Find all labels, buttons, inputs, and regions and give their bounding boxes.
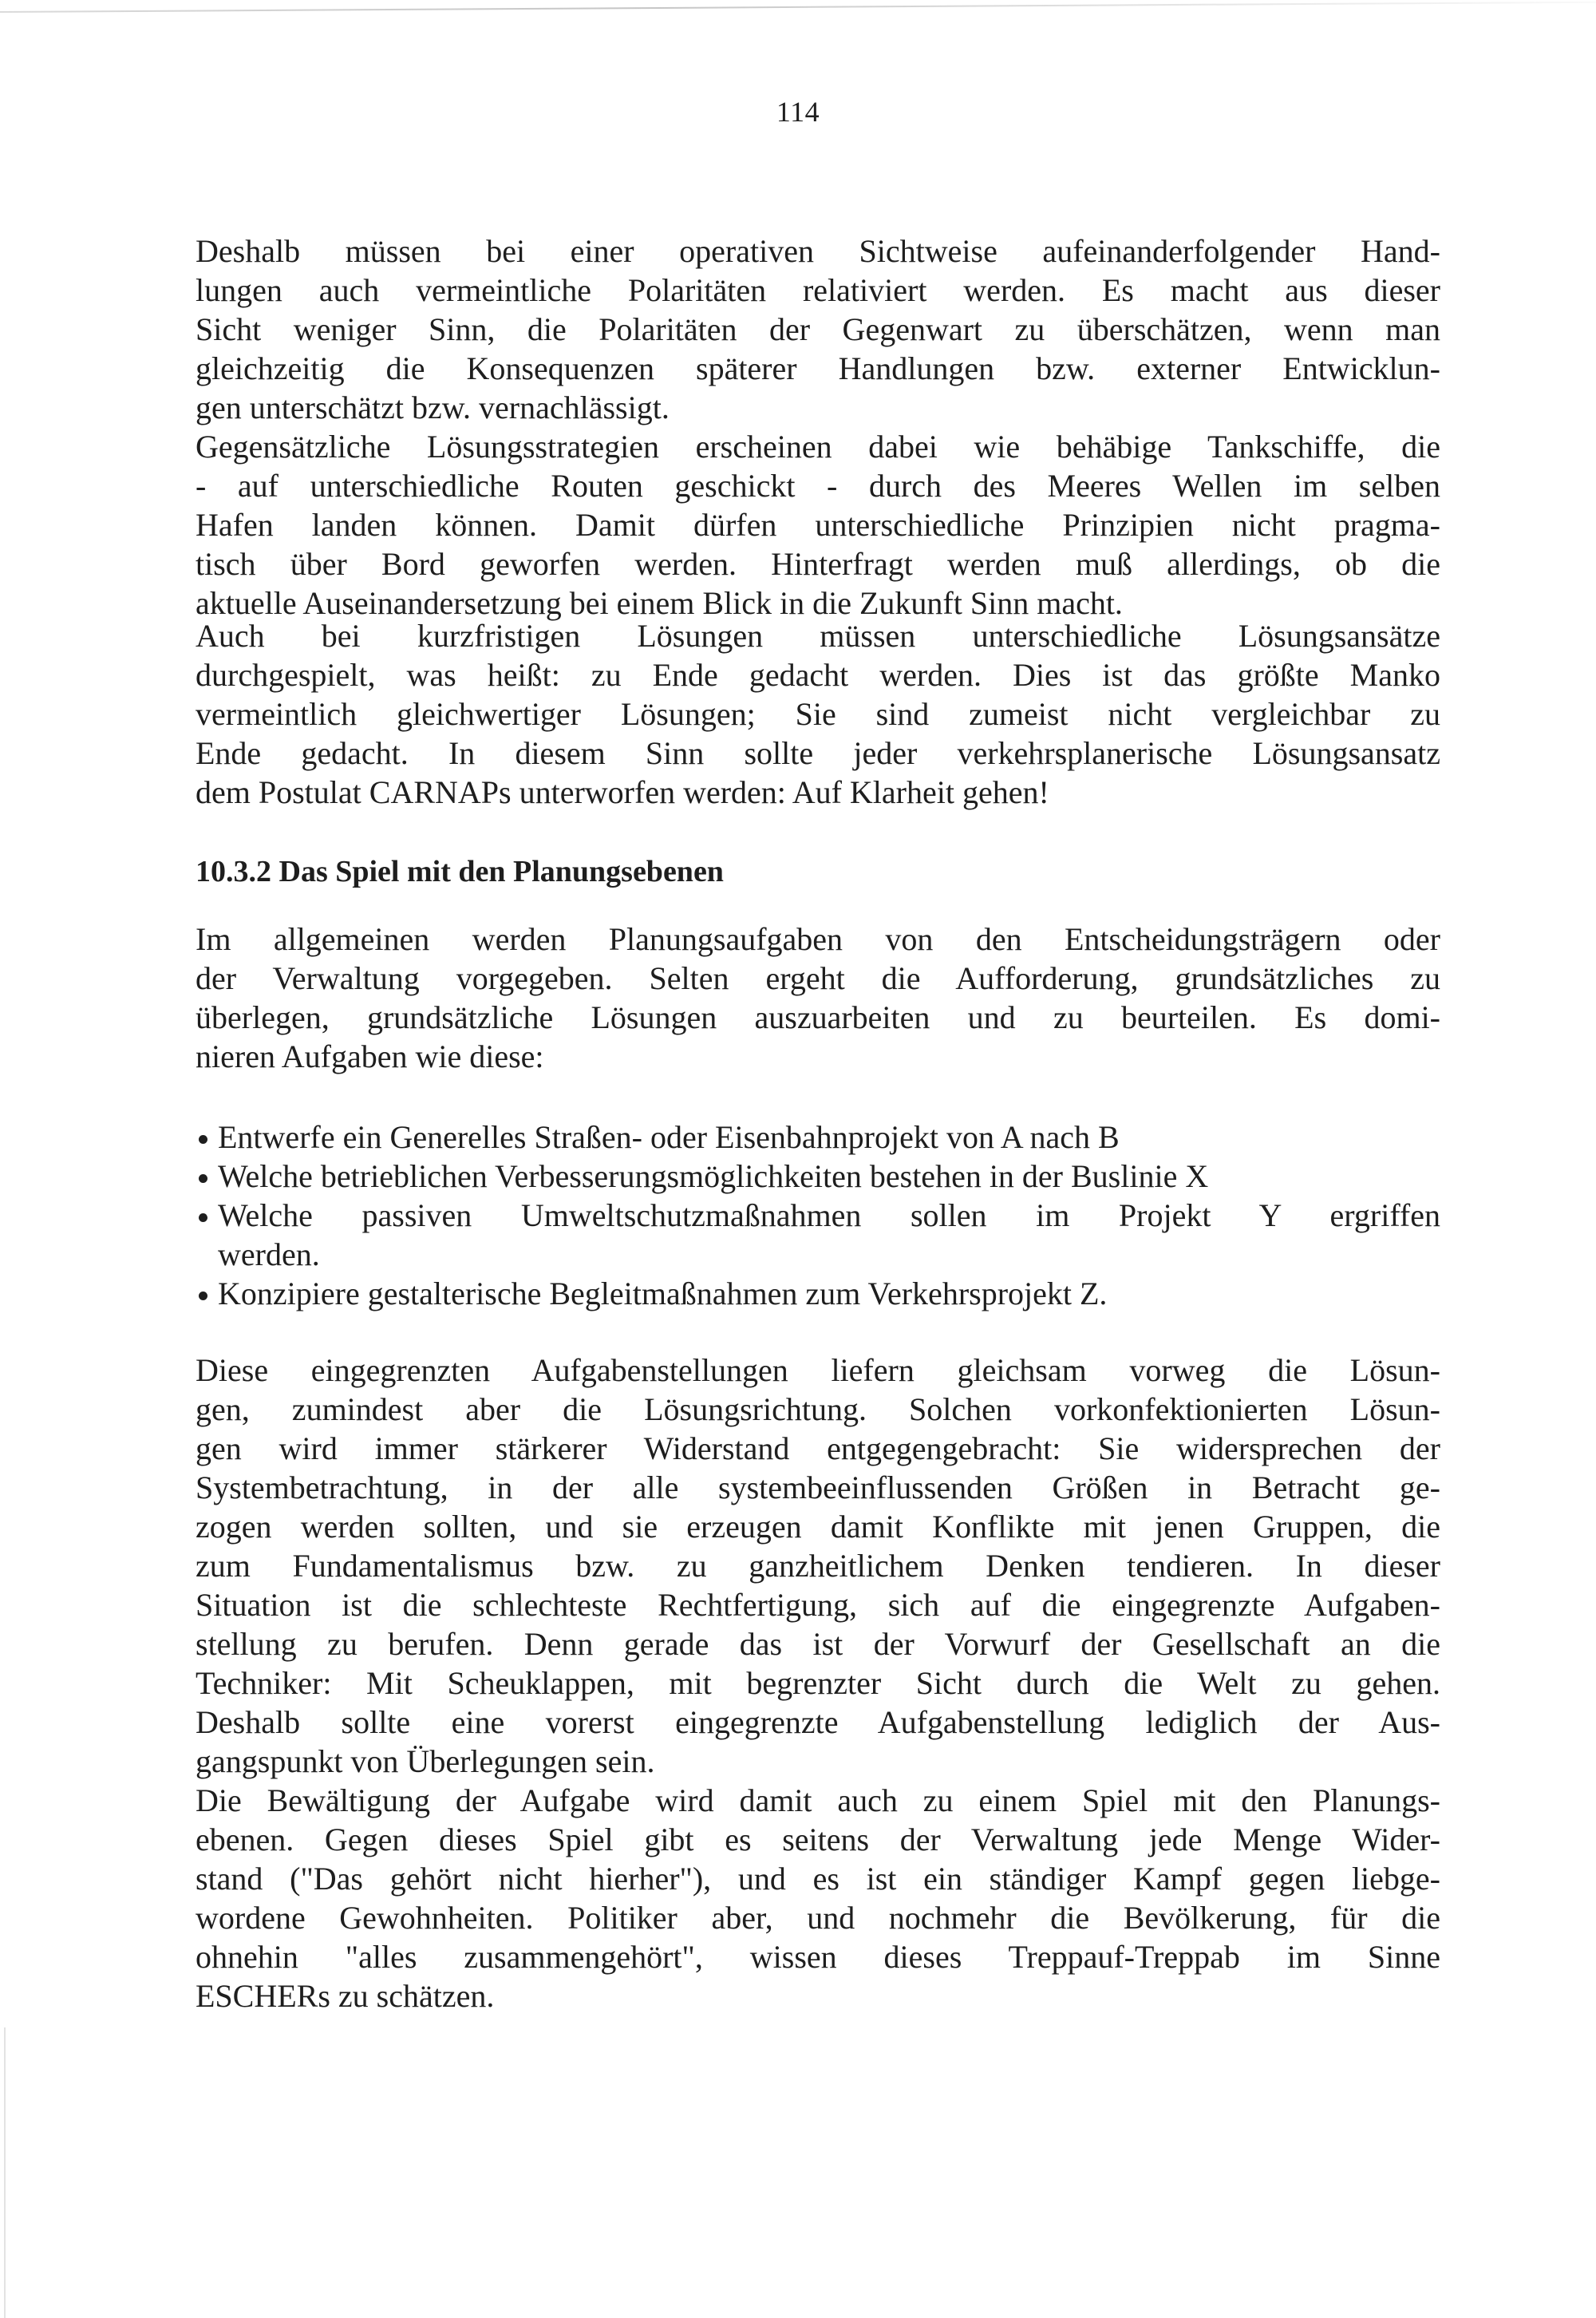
text-line: lungen auch vermeintliche Polaritäten relativiert werden. Es macht aus dieser bbox=[196, 272, 1440, 308]
text-line: Ende gedacht. In diesem Sinn sollte jeder verkehrsplanerische Lösungsansatz bbox=[196, 735, 1440, 771]
bullet-icon bbox=[199, 1213, 207, 1222]
list-item bbox=[196, 1196, 1440, 1274]
scan-edge-line-left bbox=[4, 2027, 6, 2318]
bullet-icon bbox=[199, 1174, 207, 1183]
text-line: ebenen. Gegen dieses Spiel gibt es seitens der Verwaltung jede Menge Wider- bbox=[196, 1822, 1440, 1857]
text-line: gangspunkt von Überlegungen sein. bbox=[196, 1743, 655, 1779]
text-line: der Verwaltung vorgegeben. Selten ergeht die Aufforderung, grundsätzliches zu bbox=[196, 960, 1440, 996]
text-line: Deshalb sollte eine vorerst eingegrenzte Aufgabenstellung lediglich der Aus- bbox=[196, 1704, 1440, 1740]
text-line: Deshalb müssen bei einer operativen Sichtweise aufeinanderfolgender Hand- bbox=[196, 233, 1440, 269]
text-line: Die Bewältigung der Aufgabe wird damit auch zu einem Spiel mit den Planungs- bbox=[196, 1782, 1440, 1818]
bullet-icon bbox=[199, 1135, 207, 1144]
text-line: gen, zumindest aber die Lösungsrichtung. Solchen vorkonfektionierten Lösun- bbox=[196, 1391, 1440, 1427]
text-line: Im allgemeinen werden Planungsaufgaben von den Entscheidungsträgern oder bbox=[196, 921, 1440, 957]
task-bullet-list bbox=[196, 1117, 1440, 1313]
text-line: ohnehin "alles zusammengehört", wissen dieses Treppauf-Treppab im Sinne bbox=[196, 1939, 1440, 1975]
text-line: gen wird immer stärkerer Widerstand entgegengebracht: Sie widersprechen der bbox=[196, 1430, 1440, 1466]
text-line: dem Postulat CARNAPs unterworfen werden: Auf Klarheit gehen! bbox=[196, 774, 1049, 810]
text-line: Techniker: Mit Scheuklappen, mit begrenzter Sicht durch die Welt zu gehen. bbox=[196, 1665, 1440, 1701]
text-line: tisch über Bord geworfen werden. Hinterfragt werden muß allerdings, ob die bbox=[196, 546, 1440, 582]
paragraph-5 bbox=[196, 1351, 1440, 1781]
list-item-text: Entwerfe ein Generelles Straßen- oder Eisenbahnprojekt von A nach B bbox=[218, 1119, 1120, 1155]
paragraph-6 bbox=[196, 1781, 1440, 2015]
list-item-text: Welche betrieblichen Verbesserungsmöglichkeiten bestehen in der Buslinie X bbox=[218, 1158, 1209, 1194]
section-heading: 10.3.2 Das Spiel mit den Planungsebenen bbox=[196, 855, 724, 888]
text-line: gen unterschätzt bzw. vernachlässigt. bbox=[196, 390, 670, 425]
text-line: Hafen landen können. Damit dürfen unterschiedliche Prinzipien nicht pragma- bbox=[196, 507, 1440, 543]
text-line: Systembetrachtung, in der alle systembeeinflussenden Größen in Betracht ge- bbox=[196, 1470, 1440, 1505]
paragraph-4 bbox=[196, 920, 1440, 1076]
paragraph-2 bbox=[196, 427, 1440, 623]
list-item bbox=[196, 1274, 1440, 1313]
text-line: zogen werden sollten, und sie erzeugen damit Konflikte mit jenen Gruppen, die bbox=[196, 1509, 1440, 1545]
list-item-text-continuation: werden. bbox=[218, 1236, 320, 1272]
bullet-icon bbox=[199, 1292, 207, 1300]
text-line: Situation ist die schlechteste Rechtfertigung, sich auf die eingegrenzte Aufgaben- bbox=[196, 1587, 1440, 1623]
text-line: Gegensätzliche Lösungsstrategien erscheinen dabei wie behäbige Tankschiffe, die bbox=[196, 429, 1440, 465]
text-line: zum Fundamentalismus bzw. zu ganzheitlichem Denken tendieren. In dieser bbox=[196, 1548, 1440, 1584]
text-line: Diese eingegrenzten Aufgabenstellungen liefern gleichsam vorweg die Lösun- bbox=[196, 1352, 1440, 1388]
text-line: stand ("Das gehört nicht hierher"), und es ist ein ständiger Kampf gegen liebge- bbox=[196, 1861, 1440, 1897]
text-line: nieren Aufgaben wie diese: bbox=[196, 1038, 544, 1074]
text-line: durchgespielt, was heißt: zu Ende gedacht werden. Dies ist das größte Manko bbox=[196, 657, 1440, 693]
text-line: gleichzeitig die Konsequenzen späterer Handlungen bzw. externer Entwicklun- bbox=[196, 350, 1440, 386]
page-number: 114 bbox=[776, 96, 820, 128]
text-line: wordene Gewohnheiten. Politiker aber, und nochmehr die Bevölkerung, für die bbox=[196, 1900, 1440, 1936]
scan-edge-line bbox=[0, 2, 1596, 13]
paragraph-3 bbox=[196, 616, 1440, 812]
list-item bbox=[196, 1157, 1440, 1196]
text-line: vermeintlich gleichwertiger Lösungen; Sie sind zumeist nicht vergleichbar zu bbox=[196, 696, 1440, 732]
text-line: überlegen, grundsätzliche Lösungen auszuarbeiten und zu beurteilen. Es domi- bbox=[196, 999, 1440, 1035]
text-line: Auch bei kurzfristigen Lösungen müssen unterschiedliche Lösungsansätze bbox=[196, 618, 1440, 654]
text-line: - auf unterschiedliche Routen geschickt - durch des Meeres Wellen im selben bbox=[196, 468, 1440, 504]
list-item-text: Konzipiere gestalterische Begleitmaßnahmen zum Verkehrsprojekt Z. bbox=[218, 1276, 1108, 1311]
text-line: aktuelle Auseinandersetzung bei einem Blick in die Zukunft Sinn macht. bbox=[196, 585, 1123, 621]
paragraph-1 bbox=[196, 231, 1440, 427]
list-item-text: Welche passiven Umweltschutzmaßnahmen sollen im Projekt Y ergriffen bbox=[218, 1197, 1440, 1233]
text-line: ESCHERs zu schätzen. bbox=[196, 1978, 495, 2014]
text-line: stellung zu berufen. Denn gerade das ist der Vorwurf der Gesellschaft an die bbox=[196, 1626, 1440, 1662]
text-line: Sicht weniger Sinn, die Polaritäten der Gegenwart zu überschätzen, wenn man bbox=[196, 311, 1440, 347]
list-item bbox=[196, 1117, 1440, 1157]
